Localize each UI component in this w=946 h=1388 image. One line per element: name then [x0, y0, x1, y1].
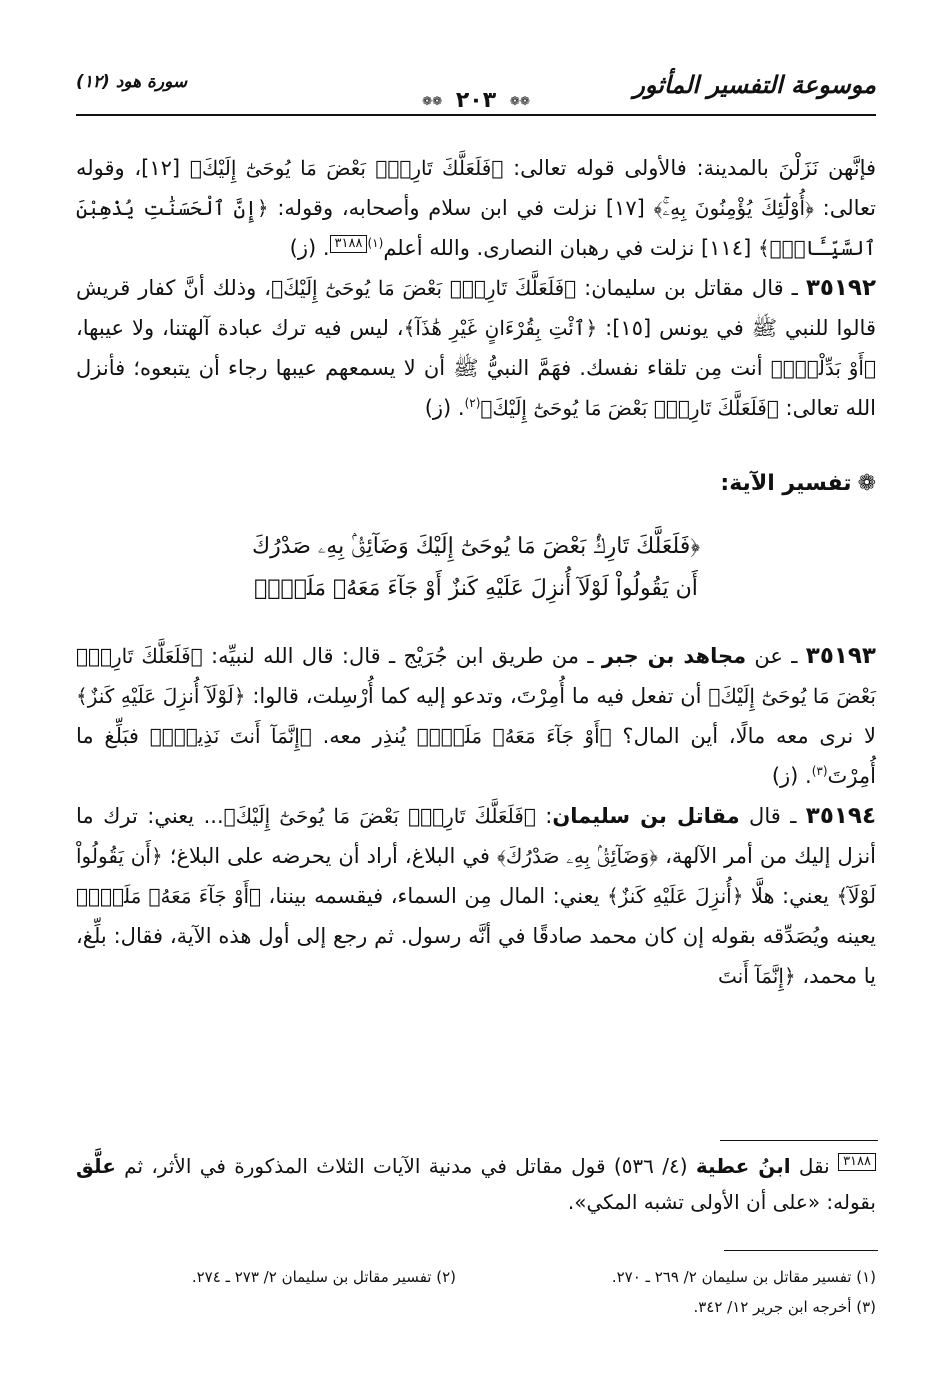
footnote-marker: (٢) — [464, 396, 481, 410]
text: فبَلِّغ ما أُمِرْتَ — [76, 724, 876, 788]
narration-35192 — [76, 268, 876, 428]
note-divider — [720, 1140, 878, 1141]
text: [١٢]، وقوله تعالى: — [76, 156, 877, 220]
tafsir-note — [76, 1148, 876, 1220]
note-reference-box: ٣١٨٨ — [330, 235, 368, 253]
quran-quote: ﴿فَلَعَلَّكَ تَارِكُۢ بَعْضَ مَا يُوحَىٰٓ إِلَيْكَ﴾ — [223, 804, 536, 828]
text: أن تفعل فيه ما أُمِرْتَ، وتدعو إليه كما أُرْسِلت، قالوا: — [245, 684, 709, 708]
quran-quote: ﴿إِنَّمَآ أَنتَ نَذِيرٌۚ﴾ — [149, 724, 312, 748]
quran-quote: ﴿فَلَعَلَّكَ تَارِكُۢ بَعْضَ مَا يُوحَىٰٓ إِلَيْكَ﴾ — [271, 276, 577, 300]
text: ـ قال — [739, 804, 806, 828]
note-number-box: ٣١٨٨ — [838, 1153, 876, 1171]
quran-quote: ﴿إِنَّمَآ أَنتَ — [718, 964, 796, 988]
surah-name: سورة هود — [115, 72, 188, 92]
quran-quote: ﴿أَوْ جَآءَ مَعَهُۥ مَلَكٌۚ﴾ — [76, 884, 262, 908]
text-bold: علَّق — [76, 1154, 116, 1178]
quran-quote: ﴿أُوْلَٰٓئِكَ يُؤْمِنُونَ بِهِۦۚ﴾ — [653, 196, 814, 220]
page-number-block — [76, 88, 876, 113]
text: . (ز) — [289, 236, 330, 260]
header-divider — [76, 114, 876, 116]
text: : — [535, 804, 553, 828]
ornament-icon: ❁❁ — [422, 94, 443, 108]
text: (٤/ ٥٣٦) قول مقاتل في مدنية الآيات الثلاث المذكورة في الأثر، ثم — [115, 1154, 696, 1178]
text: يعينه ويُصَدِّقه بقوله إن كان محمد صادقًا في أنَّه رسول. ثم رجع إلى أول هذه الآية، فقال: بلِّغ، يا محمد، — [76, 924, 876, 988]
footnote-row — [76, 1292, 876, 1322]
verse-line: ﴿فَلَعَلَّكَ تَارِكُۢ بَعْضَ مَا يُوحَىٰٓ إِلَيْكَ وَضَآئِقُۢ بِهِۦ صَدْرُكَ — [251, 534, 701, 559]
verse-block — [76, 526, 876, 610]
footnote-1: (١) تفسير مقاتل بن سليمان ٢/ ٢٦٩ ـ ٢٧٠. — [611, 1268, 876, 1286]
footnote-row — [76, 1262, 876, 1292]
quran-quote: ﴿أَوْ بَدِّلْهُۚ﴾ — [770, 356, 876, 380]
footnote-marker: (١) — [367, 236, 384, 250]
text: [١٧] نزلت في ابن سلام وأصحابه، وقوله: — [268, 196, 654, 220]
text: يُنذِر معه. — [311, 724, 417, 748]
text: فإنَّهن نَزَلْنَ بالمدينة: فالأولى قوله تعالى: — [503, 156, 876, 180]
ornament-icon: ❁❁ — [509, 94, 530, 108]
narrator-name: مجاهد بن جبر — [601, 644, 747, 668]
narration-number: ٣٥١٩٣ — [805, 643, 876, 669]
footnote-3: (٣) أخرجه ابن جرير ١٢/ ٣٤٢. — [693, 1298, 876, 1316]
narrator-name: مقاتل بن سليمان — [552, 804, 740, 828]
text: . (ز) — [424, 396, 465, 420]
quran-quote: ﴿لَوْلَآ أُنزِلَ عَلَيْهِ كَنزٌ﴾ — [76, 684, 246, 708]
text: يعني: هلَّا — [743, 884, 837, 908]
footnote-2: (٢) تفسير مقاتل بن سليمان ٢/ ٢٧٣ ـ ٢٧٤. — [191, 1268, 456, 1286]
quran-quote: ﴿فَلَعَلَّكَ تَارِكُۢ بَعْضَ مَا يُوحَىٰٓ إِلَيْكَ﴾ — [76, 644, 876, 708]
page-header — [76, 70, 876, 113]
text: في البلاغ، أراد أن يحرضه على البلاغ؛ — [162, 844, 497, 868]
surah-label — [76, 72, 187, 92]
text: ، وذلك أنَّ كفار قريش قالوا للنبي ﷺ في يونس [١٥]: — [76, 276, 876, 340]
heading-text: تفسير الآية: — [720, 471, 852, 496]
text: ـ قال مقاتل بن سليمان: — [576, 276, 806, 300]
footnotes — [76, 1262, 876, 1322]
quran-quote: ﴿فَلَعَلَّكَ تَارِكُۢ بَعْضَ مَا يُوحَىٰٓ إِلَيْكَ﴾ — [480, 396, 779, 420]
text: . (ز) — [771, 764, 812, 788]
main-content — [76, 148, 876, 996]
quran-quote: ﴿إِنَّ ٱلْحَسَنَٰتِ يُذْهِبْنَ ٱلسَّيِّـَٔاتِۚ﴾ — [76, 196, 876, 260]
quran-quote: ﴿أَوْ جَآءَ مَعَهُۥ مَلَكٌۚ﴾ — [416, 724, 612, 748]
book-title: موسوعة التفسير المأثور — [633, 70, 876, 99]
page-number: ٢٠٣ — [455, 88, 497, 113]
text: نقل — [790, 1154, 839, 1178]
text: ، ليس فيه ترك عبادة آلهتنا، ولا عيبها، — [76, 316, 404, 340]
text: ـ من طريق ابن جُرَيْج ـ قال: قال الله لنبيِّه: — [202, 644, 602, 668]
text: ـ عن — [746, 644, 806, 668]
text: يعني: المال مِن السماء، فيقسمه بيننا، — [261, 884, 608, 908]
quran-quote: ﴿أَن يَقُولُواْ لَوْلَآ﴾ — [76, 844, 877, 908]
narration-number: ٣٥١٩٢ — [805, 275, 877, 301]
section-heading — [76, 464, 876, 504]
footnote-marker: (٣) — [811, 764, 828, 778]
narration-35193 — [76, 636, 876, 796]
verse-line: أَن يَقُولُواْ لَوْلَآ أُنزِلَ عَلَيْهِ كَنزٌ أَوْ جَآءَ مَعَهُۥ مَلَكٌۚ﴾ — [254, 576, 698, 601]
quran-quote: ﴿أُنزِلَ عَلَيْهِ كَنزٌ﴾ — [607, 884, 744, 908]
author-name: ابنُ عطية — [695, 1154, 791, 1178]
narration-number: ٣٥١٩٤ — [805, 803, 876, 829]
text: بقوله: «على أن الأولى تشبه المكي». — [567, 1190, 876, 1214]
narration-35194 — [76, 796, 876, 996]
surah-number: (١٢) — [76, 72, 110, 92]
quran-quote: ﴿ٱئْتِ بِقُرْءَانٍ غَيْرِ هَٰذَآ﴾ — [403, 316, 598, 340]
text: [١١٤] نزلت في رهبان النصارى. والله أعلم — [383, 236, 758, 260]
footnote-divider — [724, 1250, 878, 1251]
quran-quote: ﴿فَلَعَلَّكَ تَارِكُۢ بَعْضَ مَا يُوحَىٰٓ إِلَيْكَ﴾ — [189, 156, 504, 180]
text: أنت مِن تلقاء نفسك. فهَمَّ النبيُّ ﷺ أن لا يسمعهم عيبها رجاء أن يتبعوه؛ فأنزل الله تعالى: — [76, 356, 876, 420]
text: لا نرى معه مالًا، أين المال؟ — [611, 724, 877, 748]
quran-quote: ﴿وَضَآئِقُۢ بِهِۦ صَدْرُكَ﴾ — [497, 844, 659, 868]
paragraph-continuation — [76, 148, 876, 268]
text: ... يعني: ترك ما أنزل إليك من أمر الآلهة، — [76, 804, 877, 868]
flower-icon: ❁ — [857, 471, 876, 496]
